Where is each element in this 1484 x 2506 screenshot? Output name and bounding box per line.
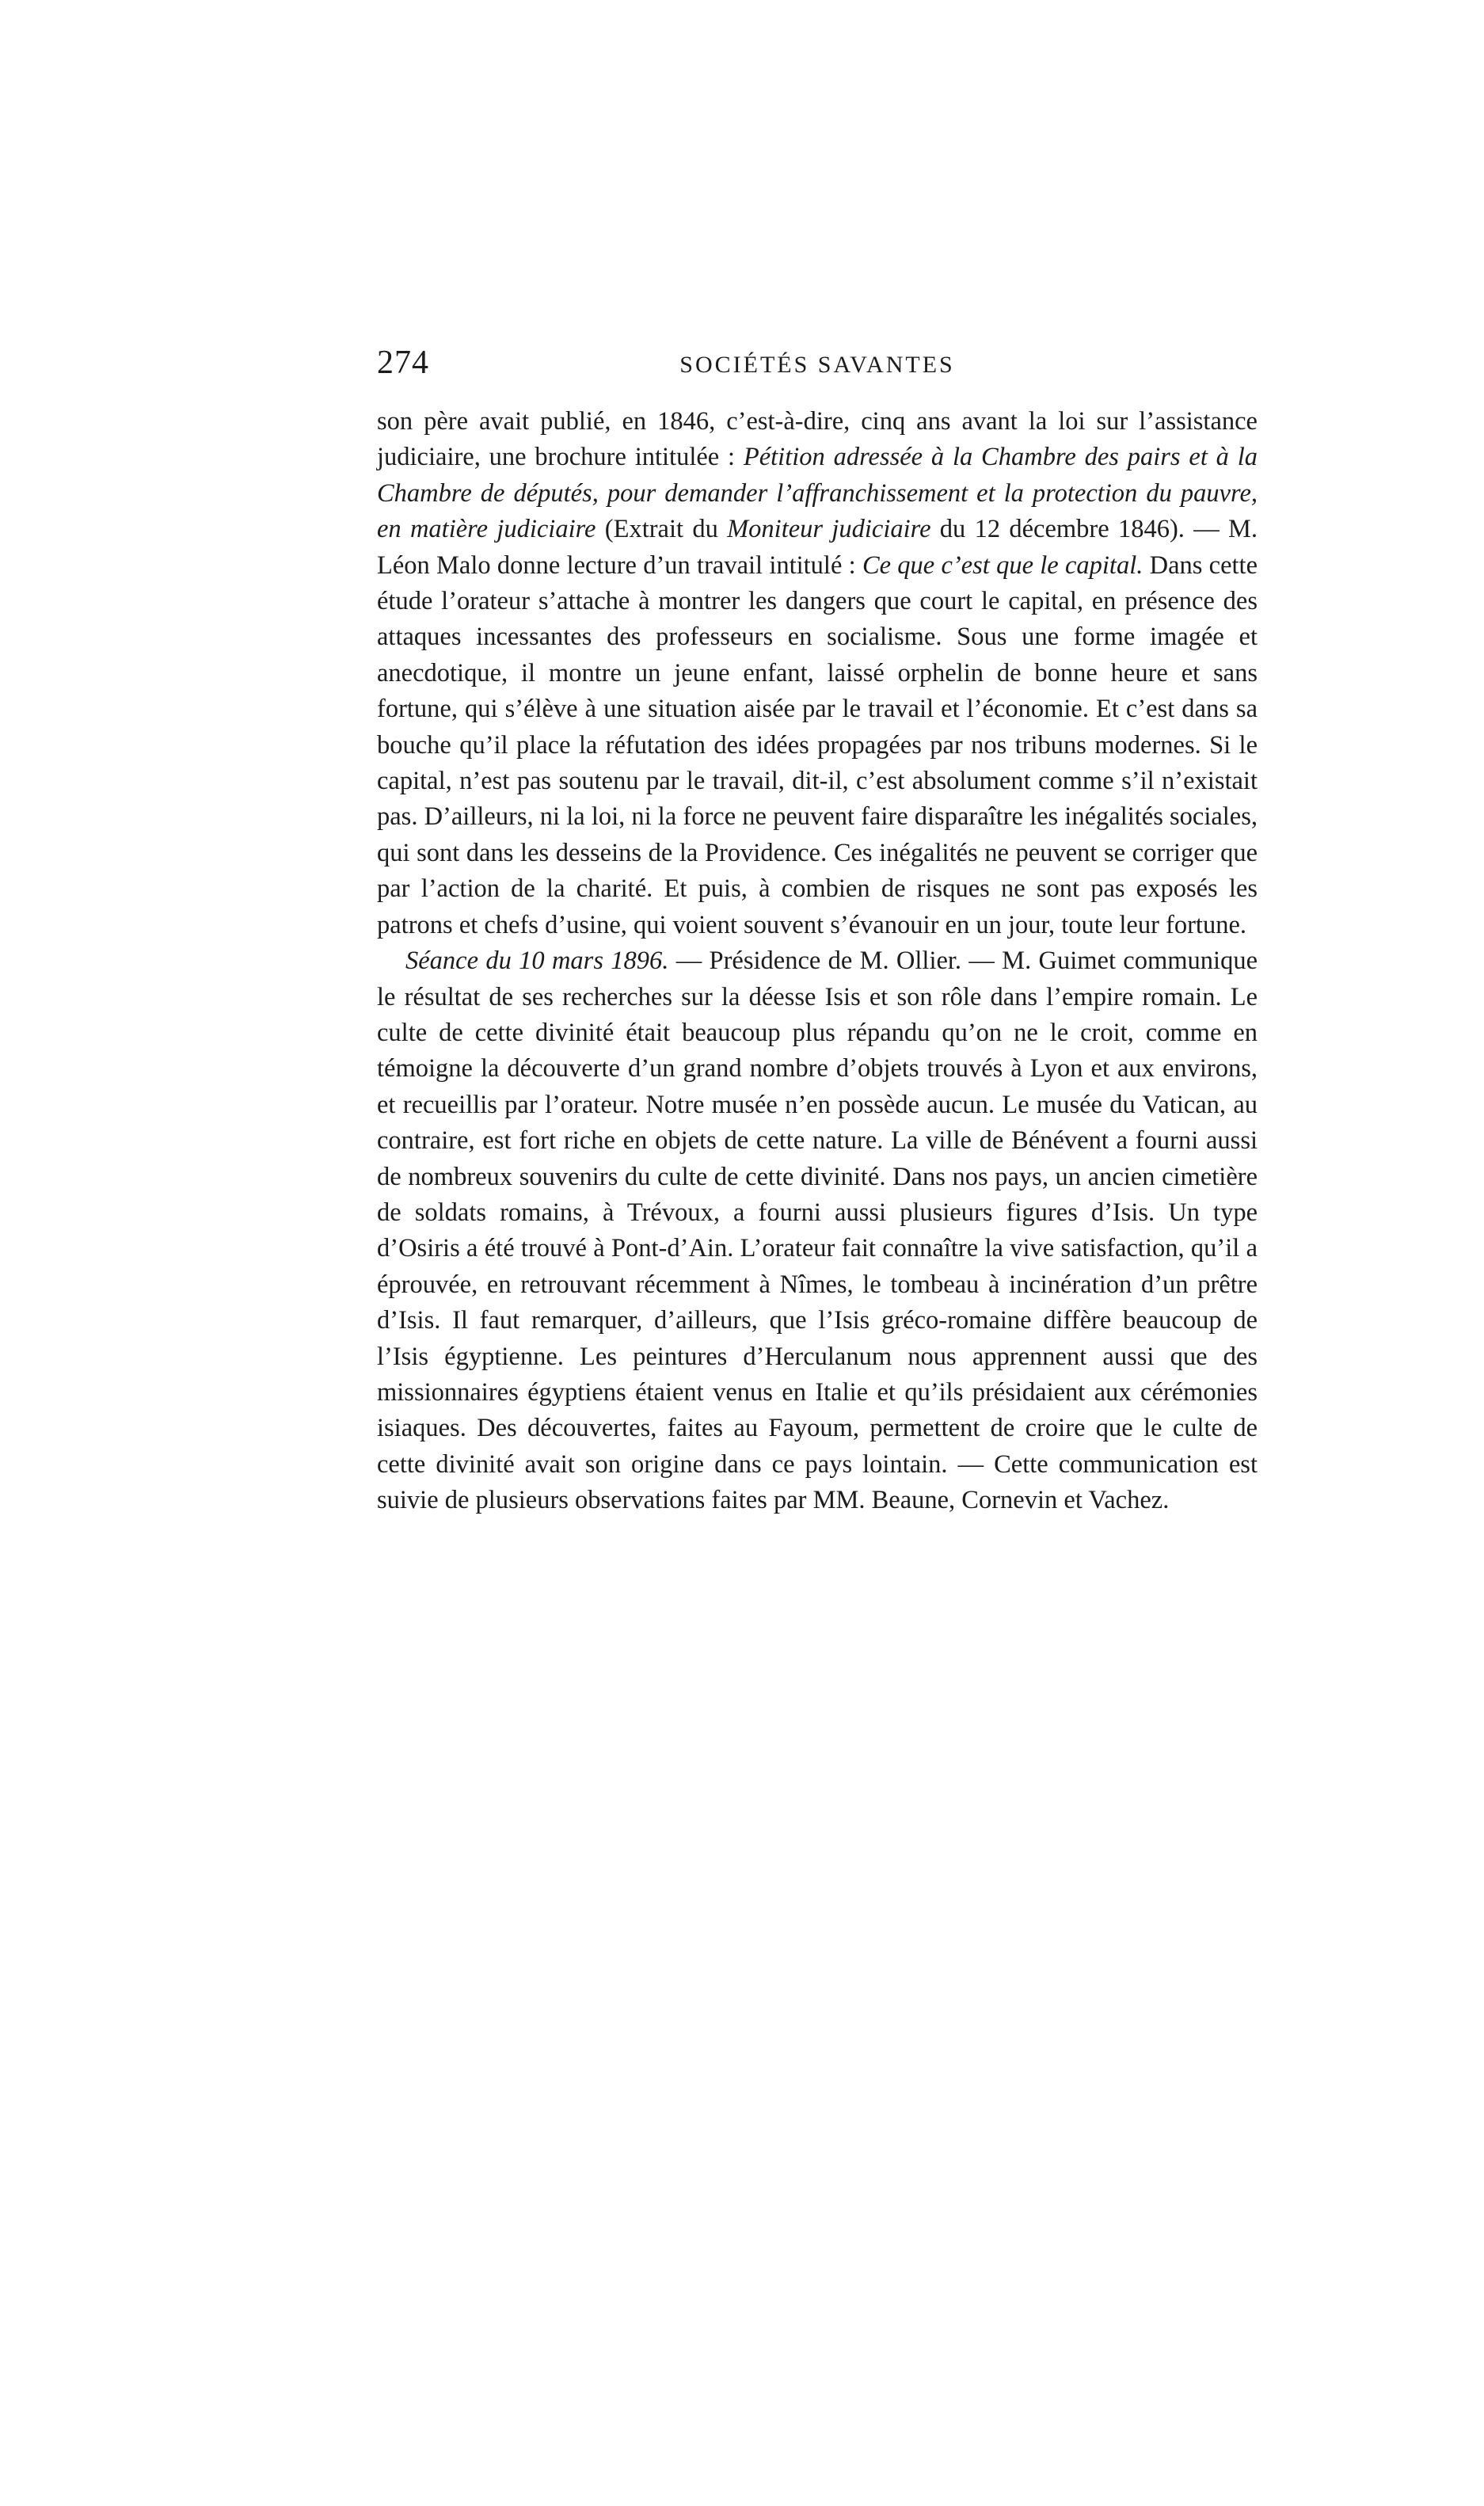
text-segment: (Extrait du bbox=[596, 515, 728, 544]
capital-title: Ce que c’est que le capital. bbox=[862, 550, 1143, 580]
body-text bbox=[377, 404, 1258, 1519]
page-header bbox=[377, 341, 1258, 396]
paragraph-1 bbox=[377, 404, 1258, 943]
text-segment: son père avait publié, en 1846, c’est-à-dire, cinq ans avant la loi sur l’assistance judiciaire, une brochure intitulée : bbox=[377, 407, 1258, 472]
text-segment: — Présidence de M. Ollier. — M. Guimet communique le résultat de ses recherches sur la déesse Isis et son rôle dans l’empire romain. Le culte de cette divinité était beaucoup plus répandu qu’on ne le croit, comme en témoigne la découverte d’un grand nombre d’objets trouvés à Lyon et aux environs, et recueillis par l’orateur. Notre musée n’en possède aucun. Le musée du Vatican, au contraire, est fort riche en objets de cette nature. La ville de Bénévent a fourni aussi de nombreux souvenirs du culte de cette divinité. Dans nos pays, un ancien cimetière de soldats romains, à Trévoux, a fourni aussi plusieurs figures d’Isis. Un type d’Osiris a été trouvé à Pont-d’Ain. L’orateur fait connaître la vive satisfaction, qu’il a éprouvée, en retrouvant récemment à Nîmes, le tombeau à incinération d’un prêtre d’Isis. Il faut remarquer, d’ailleurs, que l’Isis gréco-romaine diffère beaucoup de l’Isis égyptienne. Les peintures d’Herculanum nous apprennent aussi que des missionnaires égyptiens étaient venus en Italie et qu’ils présidaient aux cérémonies isiaques. Des découvertes, faites au Fayoum, permettent de croire que le culte de cette divinité avait son origine dans ce pays lointain. — Cette communication est suivie de plusieurs observations faites par MM. Beaune, Cornevin et Vachez. bbox=[377, 946, 1258, 1515]
session-heading: Séance du 10 mars 1896. bbox=[405, 946, 669, 976]
text-segment: du 12 décembre 1846). — M. Léon Malo donne lecture d’un travail intitulé : bbox=[377, 515, 1258, 580]
moniteur-title: Moniteur judiciaire bbox=[727, 515, 931, 544]
paragraph-2 bbox=[377, 943, 1258, 1519]
page-number: 274 bbox=[377, 345, 429, 381]
text-segment: Dans cette étude l’orateur s’attache à montrer les dangers que court le capital, en présence des attaques incessantes des professeurs en socialisme. Sous une forme imagée et anecdotique, il montre un jeune enfant, laissé orphelin de bonne heure et sans fortune, qui s’élève à une situation aisée par le travail et l’économie. Et c’est dans sa bouche qu’il place la réfutation des idées propagées par nos tribuns modernes. Si le capital, n’est pas soutenu par le travail, dit-il, c’est absolument comme s’il n’existait pas. D’ailleurs, ni la loi, ni la force ne peuvent faire disparaître les inégalités sociales, qui sont dans les desseins de la Providence. Ces inégalités ne peuvent se corriger que par l’action de la charité. Et puis, à combien de risques ne sont pas exposés les patrons et chefs d’usine, qui voient souvent s’évanouir en un jour, toute leur fortune. bbox=[377, 550, 1258, 939]
petition-title: Pétition adressée à la Chambre des pairs et à la Chambre de députés, pour demander l’affranchissement et la protection du pauvre, en matière judiciaire bbox=[377, 443, 1258, 544]
running-head: SOCIÉTÉS SAVANTES bbox=[679, 352, 955, 378]
